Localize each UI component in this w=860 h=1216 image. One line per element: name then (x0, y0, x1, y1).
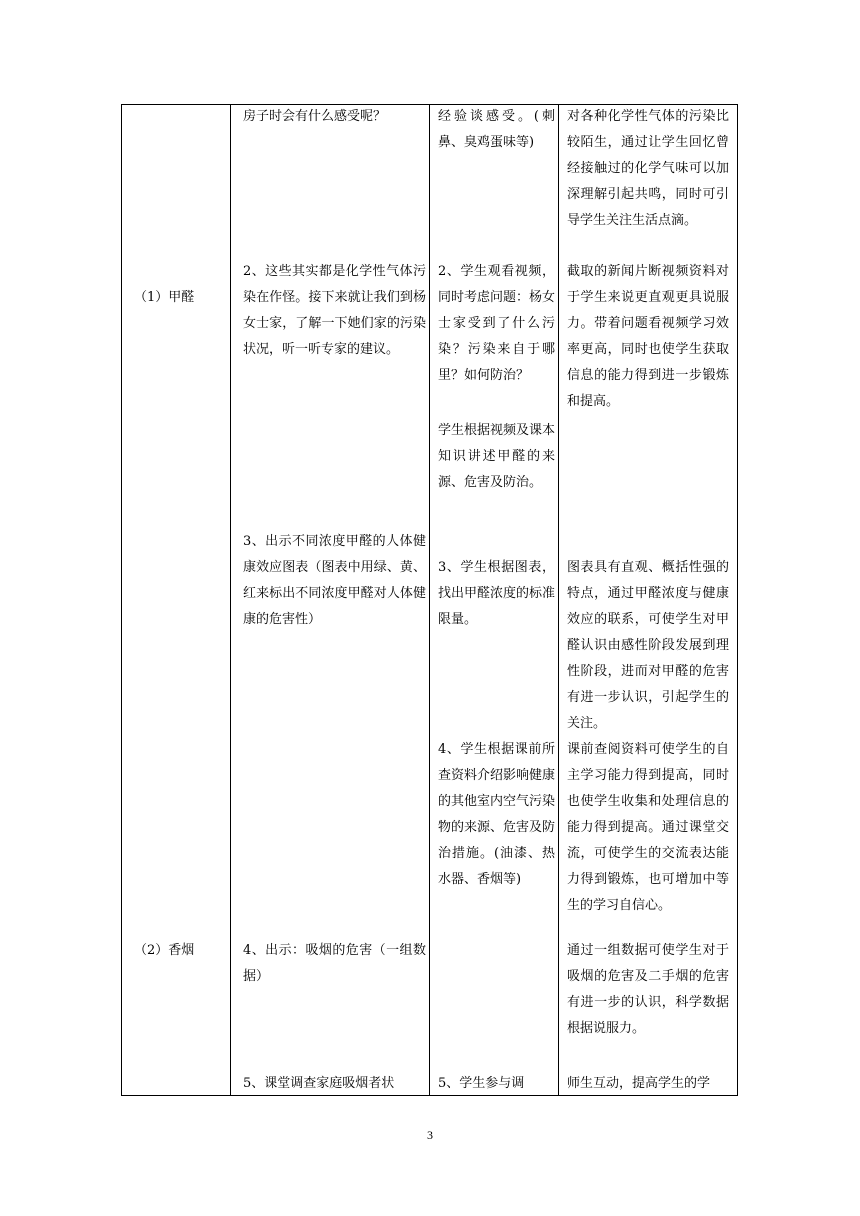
student-activity: 5、学生参与调 (438, 1076, 525, 1091)
student-activity: 经验谈感受。(刺鼻、臭鸡蛋味等) (438, 109, 555, 150)
page-number: 3 (427, 1128, 433, 1142)
student-activity: 2、学生观看视频，同时考虑问题：杨女士家受到了什么污染？污染来自于哪里？如何防治？ (438, 264, 556, 383)
teacher-activity: 5、课堂调查家庭吸烟者状 (243, 1076, 395, 1091)
design-intent: 对各种化学性气体的污染比较陌生，通过让学生回忆曾经接触过的化学气味可以加深理解引起共鸣，同时可引导学生关注生活点滴。 (567, 109, 729, 228)
design-intent: 课前查阅资料可使学生的自主学习能力得到提高，同时也使学生收集和处理信息的能力得到提高。通过课堂交流，可使学生的交流表达能力得到锻炼，也可增加中等生的学习自信心。 (567, 742, 729, 913)
topic-cigarette: （2）香烟 (134, 943, 195, 958)
design-intent: 截取的新闻片断视频资料对于学生来说更直观更具说服力。带着问题看视频学习效率更高，同时也使学生获取信息的能力得到进一步锻炼和提高。 (567, 264, 729, 409)
design-intent: 师生互动，提高学生的学 (567, 1076, 711, 1091)
topic-formaldehyde: （1）甲醛 (134, 290, 195, 305)
teacher-activity: 房子时会有什么感受呢？ (243, 109, 387, 124)
column-divider (429, 105, 430, 1095)
lesson-table (121, 104, 738, 1096)
teacher-activity: 2、这些其实都是化学性气体污染在作怪。接下来就让我们到杨女士家，了解一下她们家的污染状况，听一听专家的建议。 (243, 264, 426, 357)
column-divider (230, 105, 231, 1095)
student-activity-extra: 学生根据视频及课本知识讲述甲醛的来源、危害及防治。 (438, 423, 556, 490)
design-intent: 图表具有直观、概括性强的特点，通过甲醛浓度与健康效应的联系，可使学生对甲醛认识由感性阶段发展到理性阶段，进而对甲醛的危害有进一步认识，引起学生的关注。 (567, 560, 729, 731)
teacher-activity: 4、出示：吸烟的危害（一组数据） (243, 943, 426, 984)
teacher-activity: 3、出示不同浓度甲醛的人体健康效应图表（图表中用绿、黄、红来标出不同浓度甲醛对人体健康的危害性） (243, 534, 426, 627)
design-intent: 通过一组数据可使学生对于吸烟的危害及二手烟的危害有进一步的认识，科学数据根据说服力。 (567, 943, 729, 1036)
student-activity: 4、学生根据课前所查资料介绍影响健康的其他室内空气污染物的来源、危害及防治措施。(油漆、热水器、香烟等) (438, 742, 556, 887)
column-divider (558, 105, 559, 1095)
student-activity: 3、学生根据图表，找出甲醛浓度的标准限量。 (438, 560, 556, 627)
